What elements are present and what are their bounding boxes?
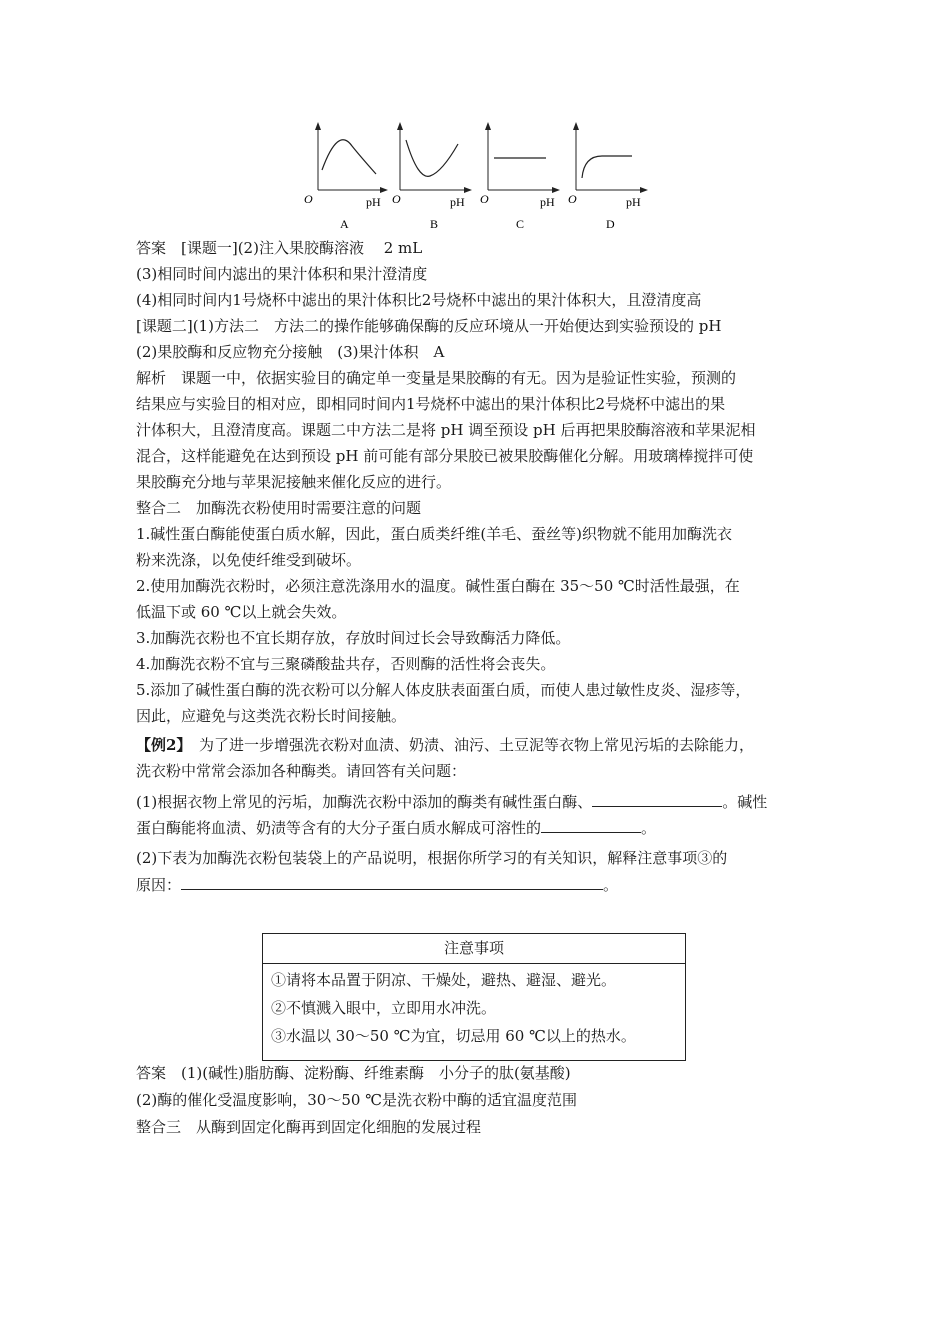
notice-title: 注意事项 <box>443 939 504 957</box>
question2-line-2 <box>136 873 836 897</box>
question2-line-1: (2)下表为加酶洗衣粉包装袋上的产品说明，根据你所学习的有关知识，解释注意事项③的 <box>136 849 728 867</box>
answer-blank-2 <box>541 816 641 833</box>
answer-line-2: (3)相同时间内滤出的果汁体积和果汁澄清度 <box>136 265 428 283</box>
x-axis-label-c: pH <box>540 195 555 209</box>
question2-end: 。 <box>603 876 619 894</box>
question1-text-2-end: 。 <box>641 819 657 837</box>
example2-line-1 <box>136 733 836 757</box>
graph-c <box>480 122 560 231</box>
origin-label-b: O <box>392 192 401 206</box>
question1-line-1 <box>136 790 836 814</box>
notice-divider <box>263 963 685 964</box>
panel-label-d: D <box>606 217 615 231</box>
question2-prefix: 原因： <box>136 876 182 894</box>
notice-item-1: ①请将本品置于阴凉、干燥处，避热、避湿、避光。 <box>271 971 617 989</box>
origin-label-a: O <box>304 192 313 206</box>
example2-line-2: 洗衣粉中常常会添加各种酶类。请回答有关问题： <box>136 762 467 780</box>
x-axis-label-d: pH <box>626 195 641 209</box>
answer-line-3: (4)相同时间内1号烧杯中滤出的果汁体积比2号烧杯中滤出的果汁体积大，且澄清度高 <box>136 291 702 309</box>
section2-heading: 整合二 加酶洗衣粉使用时需要注意的问题 <box>136 499 422 517</box>
analysis-line-5: 果胶酶充分地与苹果泥接触来催化反应的进行。 <box>136 473 452 491</box>
answer-blank-1 <box>592 790 722 807</box>
ph-graphs-figure <box>300 118 670 238</box>
section3-heading: 整合三 从酶到固定化酶再到固定化细胞的发展过程 <box>136 1118 482 1136</box>
question1-text-end: 。碱性 <box>722 793 768 811</box>
x-axis-label-a: pH <box>366 195 381 209</box>
answer-line-1: 答案 [课题一](2)注入果胶酶溶液 2 mL <box>136 239 423 257</box>
x-axis-label-b: pH <box>450 195 465 209</box>
answer2-line-1: 答案 (1)(碱性)脂肪酶、淀粉酶、纤维素酶 小分子的肽(氨基酸) <box>136 1064 571 1082</box>
question1-line-2 <box>136 816 836 840</box>
analysis-line-4: 混合，这样能避免在达到预设 pH 前可能有部分果胶已被果胶酶催化分解。用玻璃棒搅拌可使 <box>136 447 754 465</box>
analysis-line-1: 解析 课题一中，依据实验目的确定单一变量是果胶酶的有无。因为是验证性实验，预测的 <box>136 369 737 387</box>
point4-line: 4.加酶洗衣粉不宜与三聚磷酸盐共存，否则酶的活性将会丧失。 <box>136 655 556 673</box>
notice-item-3: ③水温以 30～50 ℃为宜，切忌用 60 ℃以上的热水。 <box>271 1027 636 1045</box>
analysis-line-3: 汁体积大，且澄清度高。课题二中方法二是将 pH 调至预设 pH 后再把果胶酶溶液和苹果泥相 <box>136 421 756 439</box>
point1-line-1: 1.碱性蛋白酶能使蛋白质水解，因此，蛋白质类纤维(羊毛、蚕丝等)织物就不能用加酶洗衣 <box>136 525 733 543</box>
point5-line-2: 因此，应避免与这类洗衣粉长时间接触。 <box>136 707 407 725</box>
answer2-line-2: (2)酶的催化受温度影响，30～50 ℃是洗衣粉中酶的适宜温度范围 <box>136 1091 577 1109</box>
analysis-line-2: 结果应与实验目的相对应，即相同时间内1号烧杯中滤出的果汁体积比2号烧杯中滤出的果 <box>136 395 726 413</box>
origin-label-c: O <box>480 192 489 206</box>
question1-text-2: 蛋白酶能将血渍、奶渍等含有的大分子蛋白质水解成可溶性的 <box>136 819 542 837</box>
graph-b <box>392 122 472 231</box>
point1-line-2: 粉来洗涤，以免使纤维受到破坏。 <box>136 551 362 569</box>
example2-intro: 为了进一步增强洗衣粉对血渍、奶渍、油污、土豆泥等衣物上常见污垢的去除能力， <box>183 736 754 754</box>
graph-a <box>304 122 388 231</box>
example-tag: 【例2】 <box>136 736 184 754</box>
notice-item-2: ②不慎溅入眼中，立即用水冲洗。 <box>271 999 497 1017</box>
point3-line: 3.加酶洗衣粉也不宜长期存放，存放时间过长会导致酶活力降低。 <box>136 629 571 647</box>
point2-line-1: 2.使用加酶洗衣粉时，必须注意洗涤用水的温度。碱性蛋白酶在 35～50 ℃时活性最强，在 <box>136 577 740 595</box>
panel-label-c: C <box>516 217 525 231</box>
graph-d <box>568 122 648 231</box>
answer-line-4: [课题二](1)方法二 方法二的操作能够确保酶的反应环境从一开始便达到实验预设的 pH <box>136 317 722 335</box>
origin-label-d: O <box>568 192 577 206</box>
answer-line-5: (2)果胶酶和反应物充分接触 (3)果汁体积 A <box>136 343 445 361</box>
answer-blank-3 <box>181 873 603 890</box>
point5-line-1: 5.添加了碱性蛋白酶的洗衣粉可以分解人体皮肤表面蛋白质，而使人患过敏性皮炎、湿疹等， <box>136 681 751 699</box>
notice-table <box>262 933 686 1061</box>
question1-text: (1)根据衣物上常见的污垢，加酶洗衣粉中添加的酶类有碱性蛋白酶、 <box>136 793 593 811</box>
point2-line-2: 低温下或 60 ℃以上就会失效。 <box>136 603 347 621</box>
panel-label-a: A <box>340 217 349 231</box>
panel-label-b: B <box>430 217 439 231</box>
